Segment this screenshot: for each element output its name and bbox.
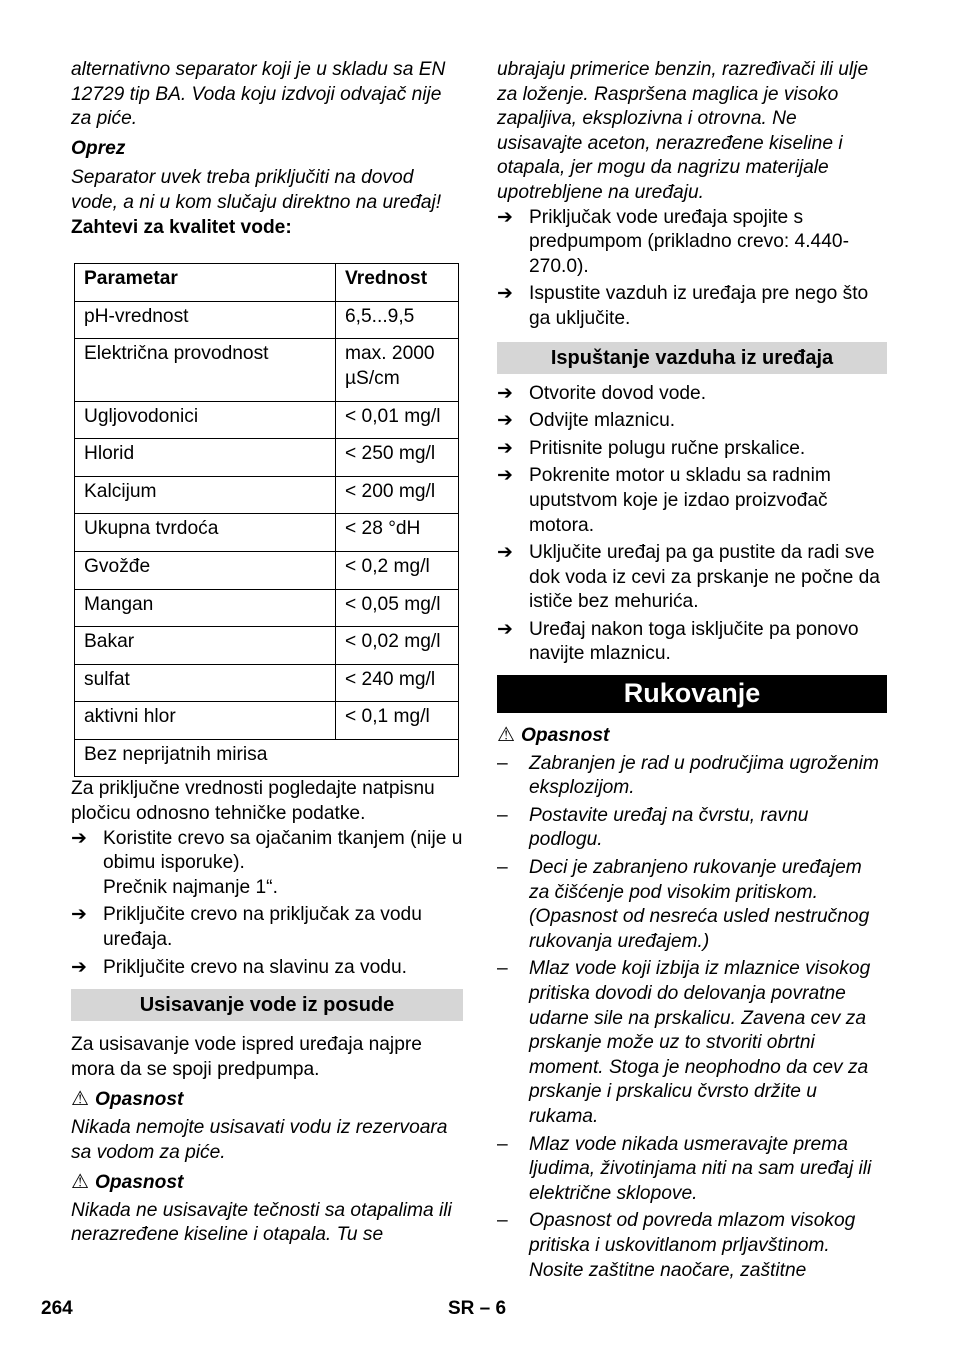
list-item	[497, 957, 887, 1129]
table-header-row	[75, 264, 459, 302]
arrow-right-icon: ➔	[497, 206, 513, 228]
step-item	[497, 282, 887, 331]
step-text: Priključite crevo na priključak za vodu uređaja.	[103, 904, 422, 951]
requirements-title: Zahtevi za kvalitet vode:	[71, 216, 292, 238]
table-cell: < 28 °dH	[336, 514, 459, 552]
step-text: Odvijte mlaznicu.	[529, 410, 676, 432]
list-item	[497, 752, 887, 801]
list-item	[497, 1133, 887, 1207]
step-text: Uređaj nakon toga isključite pa ponovo navijte mlaznicu.	[529, 618, 859, 665]
danger-text: Nikada ne usisavajte tečnosti sa otapalima ili nerazređene kiseline i otapala. Tu se	[71, 1199, 452, 1246]
intro-text: ubrajaju primerice benzin, razređivači ili ulje za loženje. Raspršena maglica je visoko zapaljiva, eksplozivna i otrovna. Ne usisavajte aceton, nerazređene kiseline i otapala, jer mogu da nagrizu materijale upotrebljene na uređaju.	[497, 59, 869, 203]
step-item	[497, 437, 887, 462]
table-row	[75, 702, 459, 740]
step-item	[497, 409, 887, 434]
warning-triangle-icon: ⚠	[497, 724, 515, 747]
table-cell: < 200 mg/l	[336, 476, 459, 514]
list-item-text: Mlaz vode koji izbija iz mlaznice visokog pritiska dovodi do delovanja povratne udarne sile na prskalicu. Zavena cev za prskanje može uz to stvoriti obrtni moment. Stoga je neophodno da cev za prskanje i prskalicu čvrsto držite u rukama.	[529, 958, 871, 1127]
step-continuation: Prečnik najmanje 1“.	[103, 876, 278, 898]
danger-heading	[71, 1170, 463, 1196]
step-text: Pritisnite polugu ručne prskalice.	[529, 437, 806, 459]
caution-text: Separator uvek treba priključiti na dovod vode, a ni u kom slučaju direktno na uređaj!	[71, 167, 442, 213]
table-cell: Gvožđe	[75, 551, 336, 589]
warning-triangle-icon: ⚠	[71, 1088, 89, 1111]
caution-title: Oprez	[71, 137, 126, 159]
arrow-right-icon: ➔	[71, 956, 87, 978]
table-cell: sulfat	[75, 664, 336, 702]
table-cell: pH-vrednost	[75, 301, 336, 339]
dash-bullet: –	[497, 1133, 508, 1155]
step-item	[497, 206, 887, 280]
arrow-right-icon: ➔	[497, 283, 513, 305]
table-cell: < 0,01 mg/l	[336, 401, 459, 439]
step-text: Uključite uređaj pa ga pustite da radi sve dok voda iz cevi za prskanje ne počne da ističe bez mehurića.	[529, 542, 880, 613]
arrow-right-icon: ➔	[497, 410, 513, 432]
table-cell: max. 2000 µS/cm	[336, 339, 459, 401]
step-item	[497, 382, 887, 407]
dash-bullet: –	[497, 752, 508, 774]
table-cell: Mangan	[75, 589, 336, 627]
step-item	[497, 618, 887, 667]
list-item	[497, 856, 887, 954]
arrow-right-icon: ➔	[71, 827, 87, 849]
table-cell: Bakar	[75, 627, 336, 665]
table-cell: < 250 mg/l	[336, 439, 459, 477]
step-item	[497, 541, 887, 615]
step-text: Otvorite dovod vode.	[529, 382, 707, 404]
intro-text: alternativno separator koji je u skladu sa EN 12729 tip BA. Voda koju izdvoji odvajač nije za piće.	[71, 59, 446, 130]
danger-title: Opasnost	[520, 725, 610, 747]
step-text: Ispustite vazduh iz uređaja pre nego što ga uključite.	[529, 283, 869, 329]
list-item-text: Zabranjen je rad u područjima ugroženim eksplozijom.	[529, 752, 879, 799]
table-row	[75, 401, 459, 439]
list-item-text: Deci je zabranjeno rukovanje uređajem za čišćenje pod visokim pritiskom. (Opasnost od nesreća usled nestručnog rukovanja uređajem.)	[529, 857, 870, 952]
table-header-cell: Vrednost	[336, 264, 459, 302]
water-quality-table	[74, 263, 459, 777]
danger-heading	[71, 1087, 463, 1113]
warning-triangle-icon: ⚠	[71, 1171, 89, 1194]
danger-title: Opasnost	[94, 1172, 184, 1194]
danger-heading	[497, 723, 887, 749]
danger-text: Nikada nemojte usisavati vodu iz rezervoara sa vodom za piće.	[71, 1117, 448, 1163]
table-cell: Ugljovodonici	[75, 401, 336, 439]
table-footer-row	[75, 739, 459, 777]
page-number: 264	[41, 1298, 73, 1319]
section-heading: Usisavanje vode iz posude	[71, 989, 463, 1021]
table-cell: Kalcijum	[75, 476, 336, 514]
table-cell: aktivni hlor	[75, 702, 336, 740]
arrow-right-icon: ➔	[497, 382, 513, 404]
danger-title: Opasnost	[94, 1089, 184, 1111]
step-item	[71, 827, 463, 901]
table-header-cell: Parametar	[75, 264, 336, 302]
table-footer-cell: Bez neprijatnih mirisa	[75, 739, 459, 777]
arrow-right-icon: ➔	[497, 542, 513, 564]
step-item	[71, 956, 463, 981]
section-heading: Ispuštanje vazduha iz uređaja	[497, 342, 887, 374]
table-row	[75, 339, 459, 401]
table-cell: Ukupna tvrdoća	[75, 514, 336, 552]
table-row	[75, 664, 459, 702]
arrow-right-icon: ➔	[497, 437, 513, 459]
table-cell: < 0,1 mg/l	[336, 702, 459, 740]
table-row	[75, 551, 459, 589]
left-column	[71, 58, 463, 1248]
list-item-text: Postavite uređaj na čvrstu, ravnu podlogu.	[529, 804, 809, 851]
table-cell: 6,5...9,5	[336, 301, 459, 339]
table-cell: < 240 mg/l	[336, 664, 459, 702]
table-row	[75, 476, 459, 514]
step-item	[497, 464, 887, 538]
table-cell: Električna provodnost	[75, 339, 336, 401]
table-row	[75, 439, 459, 477]
table-cell: < 0,02 mg/l	[336, 627, 459, 665]
section-text: Za usisavanje vode ispred uređaja najpre mora da se spoji predpumpa.	[71, 1034, 422, 1080]
step-text: Koristite crevo sa ojačanim tkanjem (nije u obimu isporuke).	[103, 827, 463, 874]
table-row	[75, 627, 459, 665]
language-page-label: SR – 6	[448, 1298, 507, 1319]
arrow-right-icon: ➔	[497, 465, 513, 487]
dash-bullet: –	[497, 804, 508, 826]
table-row	[75, 514, 459, 552]
list-item	[497, 804, 887, 853]
main-heading: Rukovanje	[497, 675, 887, 713]
dash-bullet: –	[497, 958, 508, 980]
list-item-text: Opasnost od povreda mlazom visokog pritiska i uskovitlanom prljavštinom. Nosite zaštitne naočare, zaštitne	[529, 1210, 856, 1281]
right-column	[497, 58, 887, 1283]
step-text: Pokrenite motor u skladu sa radnim uputstvom koje je izdao proizvođač motora.	[529, 465, 831, 536]
arrow-right-icon: ➔	[71, 904, 87, 926]
table-row	[75, 301, 459, 339]
table-row	[75, 589, 459, 627]
table-cell: < 0,05 mg/l	[336, 589, 459, 627]
dash-bullet: –	[497, 857, 508, 879]
step-text: Priključite crevo na slavinu za vodu.	[103, 956, 407, 978]
list-item	[497, 1209, 887, 1283]
step-item	[71, 903, 463, 952]
dash-bullet: –	[497, 1210, 508, 1232]
after-table-text: Za priključne vrednosti pogledajte natpisnu pločicu odnosno tehničke podatke.	[71, 778, 435, 825]
table-cell: < 0,2 mg/l	[336, 551, 459, 589]
arrow-right-icon: ➔	[497, 618, 513, 640]
list-item-text: Mlaz vode nikada usmeravajte prema ljudima, životinjama niti na sam uređaj ili električne sklopove.	[529, 1133, 872, 1204]
table-cell: Hlorid	[75, 439, 336, 477]
step-text: Priključak vode uređaja spojite s predpumpom (prikladno crevo: 4.440-270.0).	[529, 206, 849, 277]
